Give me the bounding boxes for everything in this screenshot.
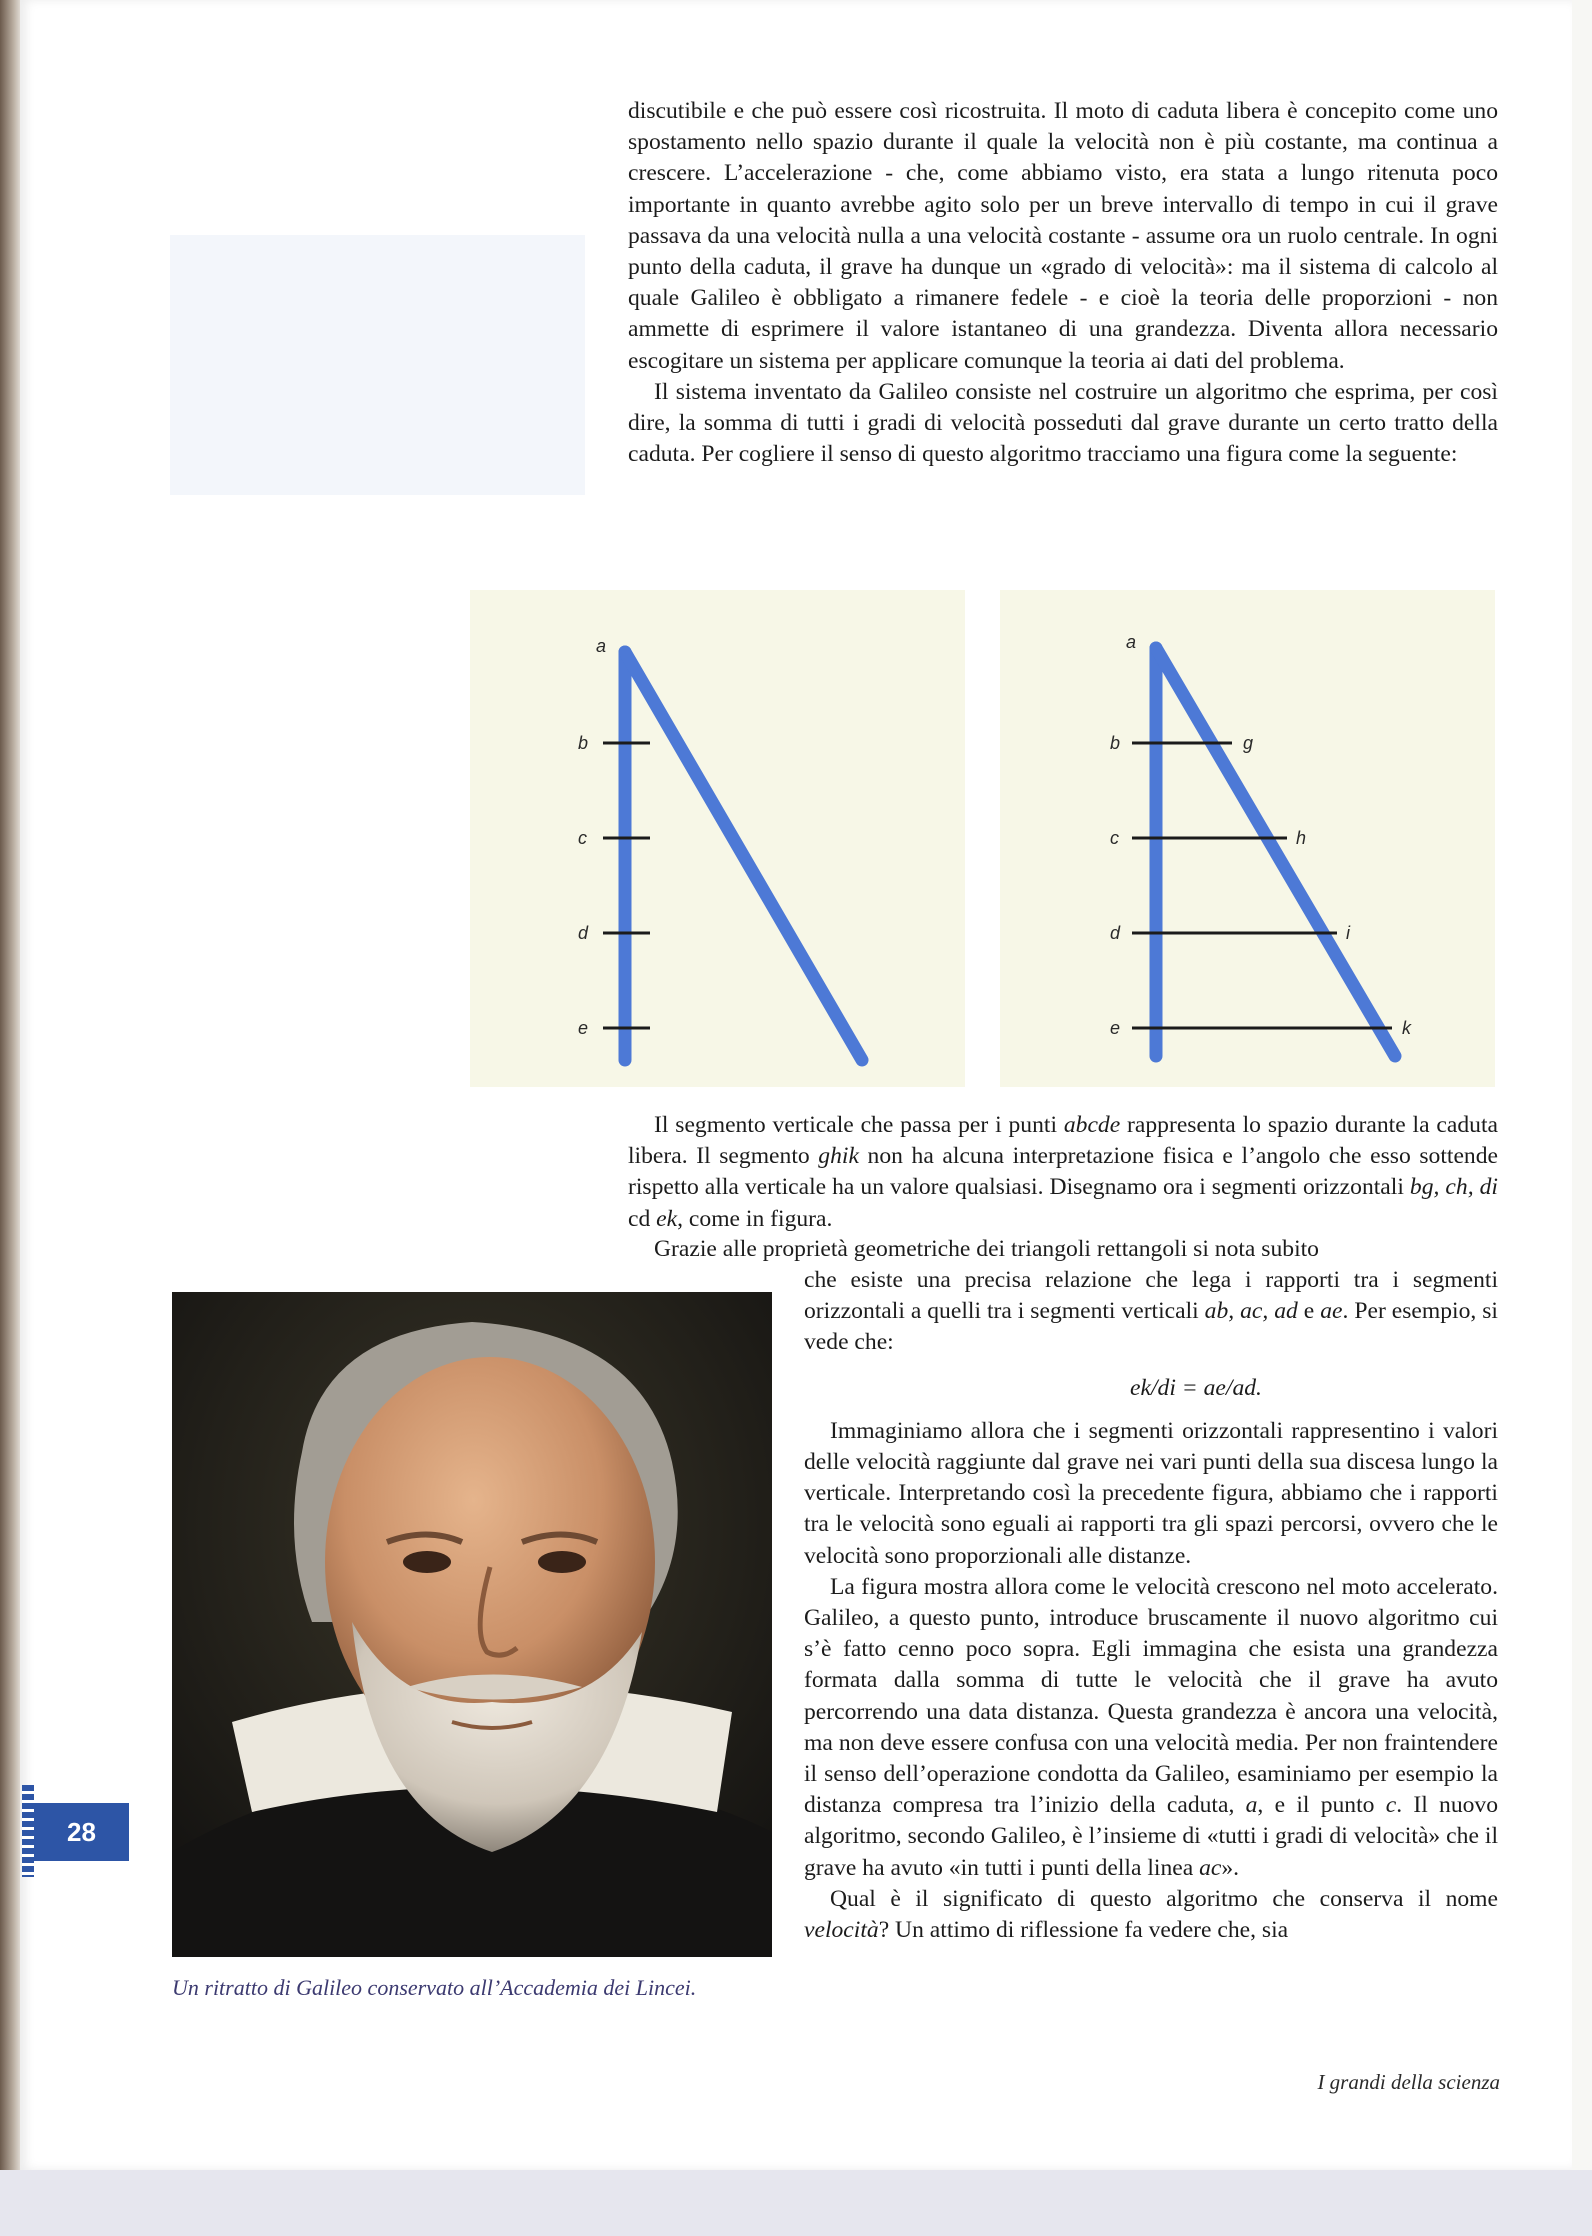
show-through-panel: [170, 235, 585, 495]
text-run: , e il punto: [1257, 1792, 1386, 1819]
binding-gutter: [0, 0, 22, 2236]
text-run: Qual è il significato di questo algoritmo che conserva il nome: [830, 1885, 1498, 1912]
italic-run: a: [1245, 1792, 1258, 1819]
italic-run: c: [1385, 1792, 1397, 1819]
italic-run: velocità: [804, 1917, 879, 1944]
text-run: La figura mostra allora come le velocità crescono nel moto accelerato. Galileo, a questo punto, introduce bruscamente il nuovo algoritmo cui s’è fatto cenno poco sopra. Egli immagina che esista una grandezza formata dalla somma di tutte le velocità che il grave ha avuto percorrendo una data distanza. Questa grandezza è ancora una velocità, ma non deve essere confusa con una velocità media. Per non fraintendere il senso dell’operazione condotta da Galileo, esaminiamo per esempio la distanza compresa tra l’inizio della caduta,: [804, 1573, 1498, 1819]
label-e: e: [578, 1018, 589, 1038]
text-run: ? Un attimo di riflessione fa vedere che, sia: [878, 1917, 1289, 1944]
label-c-right: c: [1110, 828, 1119, 848]
italic-run: ghik: [818, 1143, 859, 1170]
label-a: a: [596, 636, 607, 656]
italic-run: ek: [656, 1205, 678, 1232]
label-g: g: [1243, 733, 1254, 753]
paragraph-caduta-libera: discutibile e che può essere così ricostruita. Il moto di caduta libera è concepito come uno spostamento nello spazio durante il quale la velocità non è più costante, ma continua a crescere. L’accelerazione - che, come abbiamo visto, era stata a lungo ritenuta poco importante in quanto avrebbe agito solo per un breve intervallo di tempo in cui il grave passava da una velocità nulla a una velocità costante - assume ora un ruolo centrale. In ogni punto della caduta, il grave ha dunque un «grado di velocità»: ma il sistema di calcolo al quale Galileo è obbligato a rimanere fedele - e cioè la teoria delle proporzioni - non ammette di esprimere il valore istantaneo di una grandezza. Diventa allora necessario escogitare un sistema per applicare comunque la teoria ai dati del problema.: [628, 98, 1498, 374]
paragraph-immaginiamo: Immaginiamo allora che i segmenti orizzontali rappresentino i valori delle velocità raggiunte dal grave nei vari punti della sua discesa lungo la verticale. Interpretando così la precedente figura, abbiamo che i rapporti tra le velocità sono eguali ai rapporti tra gli spazi percorsi, ovvero che le velocità sono proporzionali alle distanze.: [804, 1417, 1498, 1569]
label-i: i: [1346, 923, 1350, 943]
label-h: h: [1296, 828, 1307, 848]
text-run: e: [1297, 1298, 1321, 1325]
paragraph-grazie-continued: [804, 1265, 1498, 1359]
figure-left-panel: [470, 590, 965, 1087]
paragraph-sistema-galileo: Il sistema inventato da Galileo consiste nel costruire un algoritmo che esprima, per così dire, la somma di tutti i gradi di velocità posseduti dal grave durante un certo tratto della caduta. Per cogliere il senso di questo algoritmo tracciamo una figura come la seguente:: [628, 378, 1498, 468]
figure-left-diagonal-segment: [625, 652, 862, 1060]
paragraph-grazie-first-line: Grazie alle proprietà geometriche dei triangoli rettangoli si nota subito: [654, 1236, 1319, 1262]
body-text-top: [628, 96, 1498, 470]
formula-ek-di: ek/di = ae/ad.: [1130, 1374, 1262, 1401]
figure-left-svg: [470, 590, 965, 1087]
label-k: k: [1402, 1018, 1411, 1038]
body-text-right-column: [804, 1265, 1498, 1946]
text-run: . Il nuovo algoritmo, secondo Galileo, è l’insieme di «tutti i gradi di velocità» che il grave ha avuto «in tutti i punti della linea: [804, 1792, 1499, 1881]
running-footer: I grandi della scienza: [1317, 2070, 1500, 2094]
label-b: b: [578, 733, 589, 753]
galileo-portrait-image: [172, 1292, 772, 1957]
text-run: rappresenta lo spazio durante la caduta libera. Il segmento: [628, 1112, 1498, 1170]
figure-right-diagonal-segment: [1156, 648, 1395, 1056]
body-text-after-figure: [628, 1110, 1498, 1235]
page-badge-stripe: [22, 1785, 34, 1877]
label-e-right: e: [1110, 1018, 1121, 1038]
italic-run: abcde: [1063, 1112, 1121, 1138]
text-run: ».: [1221, 1854, 1240, 1881]
figure-right-panel: [1000, 590, 1495, 1087]
label-d: d: [578, 923, 589, 943]
italic-run: bg, ch, di: [1409, 1174, 1498, 1201]
label-d-right: d: [1110, 923, 1121, 943]
paragraph-qual-e-il-significato: [804, 1884, 1498, 1946]
portrait-svg: [172, 1292, 772, 1957]
italic-run: ae: [1320, 1298, 1343, 1325]
text-run: . Per esempio, si vede che:: [804, 1298, 1498, 1356]
figure-right-svg: [1000, 590, 1495, 1087]
scan-bottom-strip: [0, 2170, 1592, 2236]
text-run: Il segmento verticale che passa per i punti: [654, 1112, 1064, 1138]
text-run: , come in figura.: [677, 1205, 833, 1232]
portrait-caption: Un ritratto di Galileo conservato all’Accademia dei Lincei.: [172, 1975, 697, 2000]
text-run: non ha alcuna interpretazione fisica e l’angolo che esso sottende rispetto alla verticale ha un valore qualsiasi. Disegnamo ora i segmenti orizzontali: [628, 1143, 1498, 1201]
text-run: che esiste una precisa relazione che lega i rapporti tra i segmenti orizzontali a quelli tra i segmenti verticali: [804, 1267, 1498, 1325]
label-a-right: a: [1126, 632, 1137, 652]
label-c: c: [578, 828, 587, 848]
paragraph-la-figura-mostra: [804, 1572, 1498, 1884]
italic-run: ac: [1199, 1854, 1222, 1881]
paragraph-segmento-verticale: [628, 1110, 1498, 1235]
page-number-badge: 28: [34, 1803, 129, 1861]
label-b-right: b: [1110, 733, 1121, 753]
italic-run: ab, ac, ad: [1204, 1298, 1298, 1325]
text-run: cd: [628, 1205, 657, 1232]
